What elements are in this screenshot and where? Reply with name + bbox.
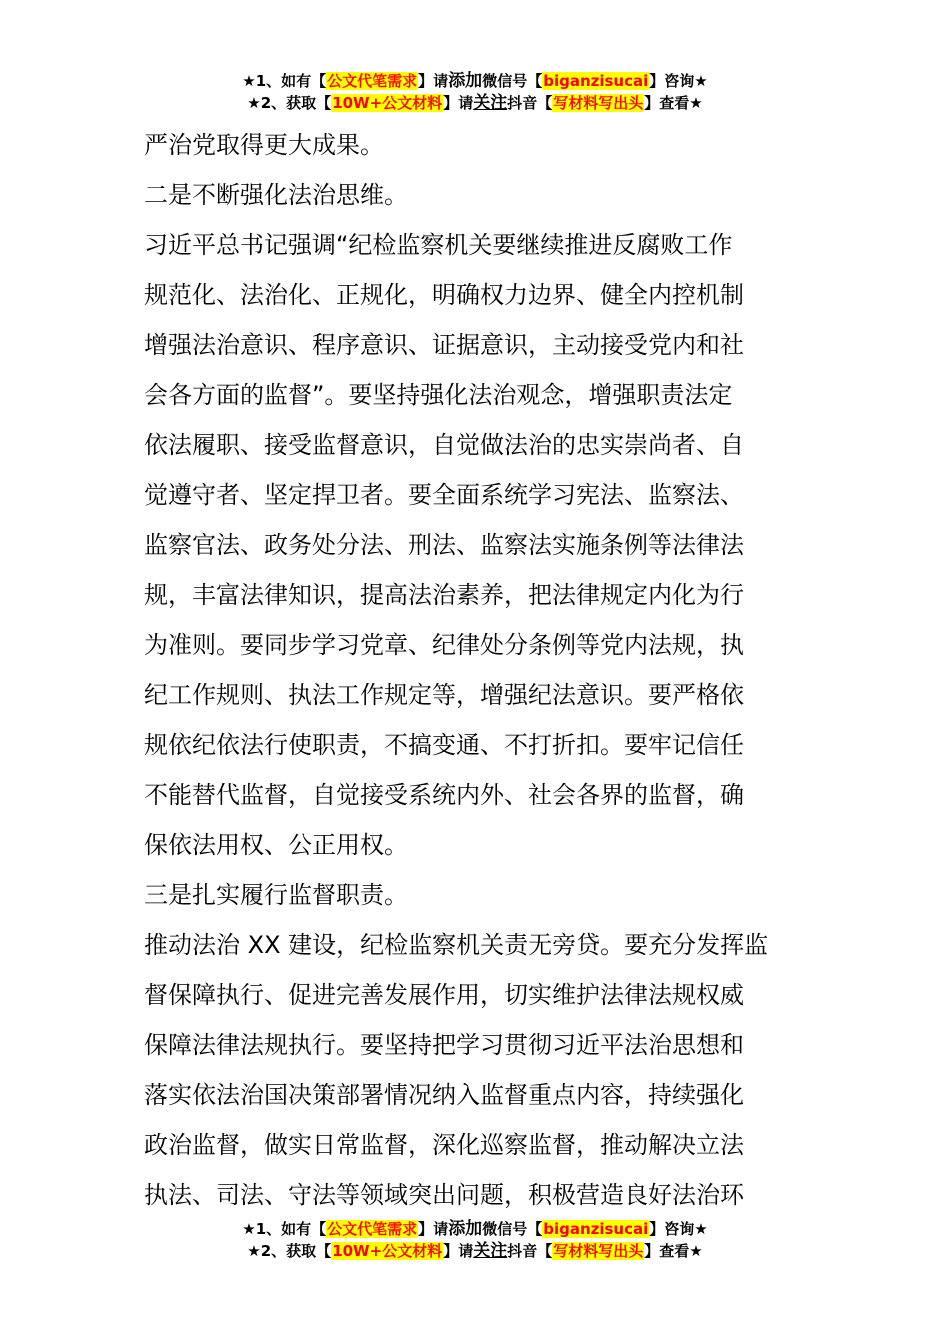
banner-highlight: 10W+公文材料 [332,1242,443,1260]
body-line: 执法、司法、守法等领域突出问题，积极营造良好法治环 [144,1181,744,1209]
banner-text: 】请 [418,1220,449,1238]
banner-highlight: 写材料写出头 [553,1242,644,1260]
banner-emphasis: 添加 [448,71,483,91]
banner-emphasis: 添加 [448,1219,483,1239]
body-line: 习近平总书记强调“纪检监察机关要继续推进反腐败工作 [144,231,733,259]
body-line: 觉遵守者、坚定捍卫者。要全面系统学习宪法、监察法、 [144,481,744,509]
banner-text: 】查看★ [644,1242,703,1260]
banner-text: 抖音【 [507,94,553,112]
footer-banner [0,1218,950,1262]
banner-text: 】请 [443,94,474,112]
footer-banner-line-1 [0,1218,950,1240]
body-line: 推动法治 XX 建设，纪检监察机关责无旁贷。要充分发挥监 [144,931,769,959]
header-banner [0,70,950,114]
banner-highlight: biganzisucai [543,1220,649,1238]
body-line: 会各方面的监督”。要坚持强化法治观念，增强职责法定 [144,381,733,409]
body-line: 规依纪依法行使职责，不搞变通、不打折扣。要牢记信任 [144,731,744,759]
body-line: 依法履职、接受监督意识，自觉做法治的忠实崇尚者、自 [144,431,744,459]
banner-text: ★2、获取【 [247,1242,332,1260]
banner-text: 】请 [418,72,449,90]
body-line: 保依法用权、公正用权。 [144,831,408,859]
footer-banner-line-2 [0,1240,950,1262]
header-banner-line-2 [0,92,950,114]
banner-text: 】请 [443,1242,474,1260]
banner-emphasis: 关注 [473,1241,508,1261]
body-line: 落实依法治国决策部署情况纳入监督重点内容，持续强化 [144,1081,744,1109]
banner-highlight: 10W+公文材料 [332,94,443,112]
body-line: 督保障执行、促进完善发展作用，切实维护法律法规权威 [144,981,744,1009]
body-line: 规范化、法治化、正规化，明确权力边界、健全内控机制 [144,281,744,309]
section-heading: 三是扎实履行监督职责。 [144,881,408,909]
banner-text: 】查看★ [644,94,703,112]
banner-highlight: biganzisucai [543,72,649,90]
body-line: 为准则。要同步学习党章、纪律处分条例等党内法规，执 [144,631,744,659]
banner-text: 】咨询★ [649,72,708,90]
body-line: 增强法治意识、程序意识、证据意识，主动接受党内和社 [144,331,744,359]
section-heading: 二是不断强化法治思维。 [144,181,408,209]
banner-text: ★1、如有【 [242,72,327,90]
banner-text: 微信号【 [482,1220,543,1238]
body-line: 纪工作规则、执法工作规定等，增强纪法意识。要严格依 [144,681,744,709]
banner-highlight: 公文代笔需求 [327,72,418,90]
banner-text: 】咨询★ [649,1220,708,1238]
body-line: 保障法律法规执行。要坚持把学习贯彻习近平法治思想和 [144,1031,744,1059]
header-banner-line-1 [0,70,950,92]
body-line: 严治党取得更大成果。 [144,131,384,159]
banner-text: ★1、如有【 [242,1220,327,1238]
banner-text: ★2、获取【 [247,94,332,112]
banner-text: 抖音【 [507,1242,553,1260]
body-line: 不能替代监督，自觉接受系统内外、社会各界的监督，确 [144,781,744,809]
body-line: 规，丰富法律知识，提高法治素养，把法律规定内化为行 [144,581,744,609]
banner-highlight: 公文代笔需求 [327,1220,418,1238]
banner-highlight: 写材料写出头 [553,94,644,112]
body-line: 监察官法、政务处分法、刑法、监察法实施条例等法律法 [144,531,744,559]
document-body [144,120,824,1220]
body-line: 政治监督，做实日常监督，深化巡察监督，推动解决立法 [144,1131,744,1159]
banner-emphasis: 关注 [473,93,508,113]
banner-text: 微信号【 [482,72,543,90]
